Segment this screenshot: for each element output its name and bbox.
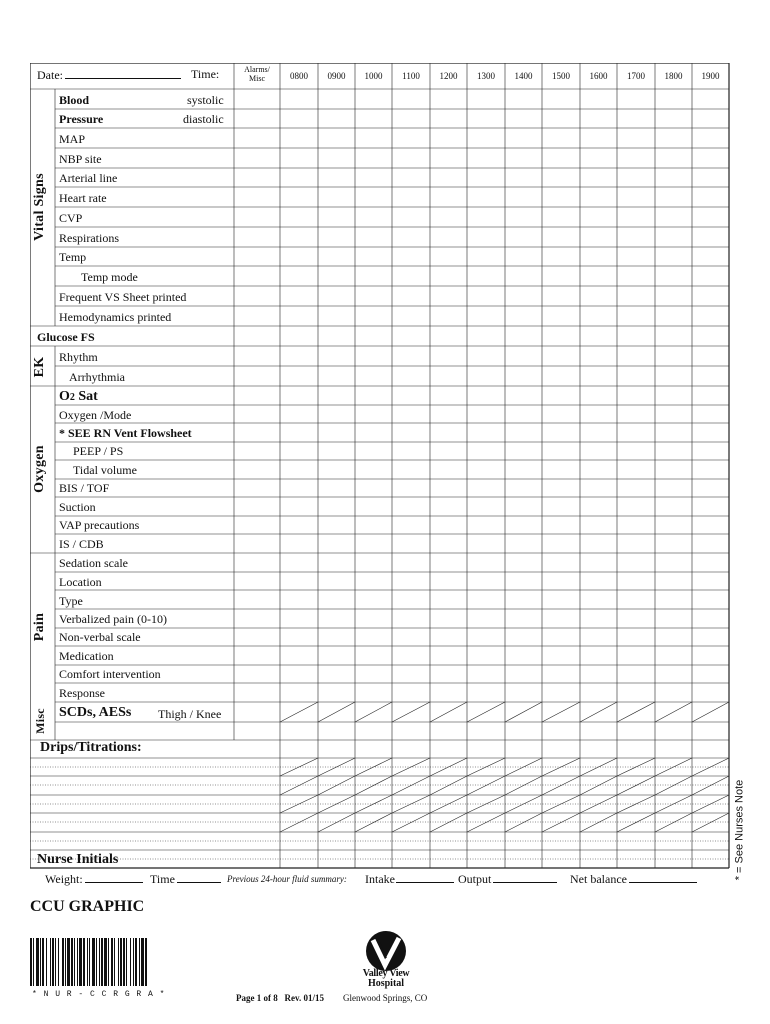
row-label-vap: VAP precautions — [59, 518, 140, 532]
hour-header-1300: 1300 — [477, 71, 495, 81]
barcode-bar — [135, 938, 137, 986]
barcode-bar — [126, 938, 127, 986]
barcode-bar — [42, 938, 44, 986]
row-label-nurse-initials: Nurse Initials — [37, 852, 119, 867]
o2-letter: O — [59, 389, 70, 404]
row-label-is-cdb: IS / CDB — [59, 537, 104, 551]
diagonal-slash — [692, 813, 729, 832]
barcode-bar — [58, 938, 59, 986]
barcode-bar — [71, 938, 73, 986]
diagonal-slash — [392, 776, 430, 795]
row-label-location: Location — [59, 575, 102, 589]
diagonal-slash — [617, 702, 655, 722]
date-label: Date: — [37, 68, 63, 82]
barcode-bar — [141, 938, 144, 986]
output-field[interactable] — [458, 872, 557, 885]
row-label-thigh-knee: Thigh / Knee — [158, 707, 222, 721]
hour-header-1000: 1000 — [364, 71, 383, 81]
barcode-bar — [145, 938, 147, 986]
barcode-bar — [36, 938, 39, 986]
diagonal-slash — [505, 813, 542, 832]
intake-input-line[interactable] — [396, 872, 454, 883]
diagonal-slash — [430, 702, 467, 722]
time-label: Time: — [191, 67, 220, 81]
barcode-bar — [62, 938, 64, 986]
hour-header-0900: 0900 — [327, 71, 346, 81]
diagonal-slash — [580, 813, 617, 832]
row-label-temp: Temp — [59, 250, 87, 264]
barcode-bar — [40, 938, 41, 986]
date-input-line[interactable] — [65, 68, 181, 79]
barcode-bar — [33, 938, 34, 986]
hour-header-0800: 0800 — [290, 71, 308, 81]
diagonal-slash — [655, 776, 692, 795]
diagonal-slash — [655, 702, 692, 722]
hour-header-1600: 1600 — [589, 71, 608, 81]
date-field[interactable] — [37, 68, 181, 81]
weight-time-field[interactable] — [150, 872, 221, 885]
hospital-logo-icon — [364, 929, 408, 973]
diagonal-slash — [467, 702, 505, 722]
alarms-misc-header — [236, 66, 278, 84]
hour-header-1900: 1900 — [701, 71, 720, 81]
row-label-medication: Medication — [59, 649, 114, 663]
see-nurses-note: * = See Nurses Note — [733, 779, 746, 881]
barcode-bar — [74, 938, 75, 986]
barcode-bar — [133, 938, 134, 986]
weight-input-line[interactable] — [85, 872, 143, 883]
weight-field[interactable] — [45, 872, 143, 885]
barcode-bar — [46, 938, 47, 986]
logo-line-1: Valley View — [362, 968, 410, 979]
barcode-bar — [55, 938, 56, 986]
row-label-oxygen-mode: Oxygen /Mode — [59, 408, 132, 422]
row-label-heart-rate: Heart rate — [59, 191, 107, 205]
section-misc: Misc — [33, 708, 47, 734]
barcode-text: * N U R - C C R G R A * — [32, 990, 166, 999]
row-label-systolic: systolic — [187, 93, 224, 107]
barcode-bar — [111, 938, 113, 986]
logo-line-2: Hospital — [367, 978, 405, 989]
page-info: Page 1 of 8 Rev. 01/15 — [236, 993, 324, 1003]
row-label-see-rn-vent: * SEE RN Vent Flowsheet — [59, 426, 192, 440]
barcode-bar — [104, 938, 107, 986]
hour-header-1200: 1200 — [439, 71, 458, 81]
net-balance-field[interactable] — [570, 872, 697, 885]
row-label-arterial-line: Arterial line — [59, 171, 118, 185]
row-label-rhythm: Rhythm — [59, 350, 98, 364]
row-label-nonverbal: Non-verbal scale — [59, 630, 141, 644]
net-balance-label: Net balance — [570, 872, 627, 886]
row-label-peep-ps: PEEP / PS — [73, 444, 124, 458]
section-pain: Pain — [32, 612, 47, 642]
diagonal-slash — [467, 776, 505, 795]
alarms-label: Alarms/ — [244, 65, 270, 74]
output-label: Output — [458, 872, 492, 886]
barcode-bar — [89, 938, 90, 986]
barcode-bar — [101, 938, 103, 986]
barcode-bar — [77, 938, 78, 986]
barcode-bar — [114, 938, 115, 986]
diagonal-slash — [280, 813, 318, 832]
row-label-temp-mode: Temp mode — [81, 270, 138, 284]
diagonal-slash — [692, 776, 729, 795]
diagonal-slash — [542, 813, 580, 832]
o2-sat-word: Sat — [74, 389, 98, 404]
diagonal-slash — [467, 813, 505, 832]
barcode-bar — [30, 938, 32, 986]
barcode-bar — [108, 938, 109, 986]
fluid-summary-label: Previous 24-hour fluid summary: — [227, 874, 347, 884]
row-label-comfort: Comfort intervention — [59, 667, 161, 681]
row-label-bis-tof: BIS / TOF — [59, 481, 110, 495]
hospital-city: Glenwood Springs, CO — [343, 993, 428, 1003]
row-label-diastolic: diastolic — [183, 112, 224, 126]
row-label-suction: Suction — [59, 500, 96, 514]
barcode-bar — [79, 938, 82, 986]
diagonal-slash — [318, 702, 355, 722]
row-label-blood: Blood — [59, 93, 90, 107]
row-label-tidal-volume: Tidal volume — [73, 463, 137, 477]
row-label-type: Type — [59, 594, 83, 608]
diagonal-slash — [318, 776, 355, 795]
diagonal-slash — [280, 776, 318, 795]
barcode-bar — [123, 938, 125, 986]
row-label-verbalized-pain: Verbalized pain (0-10) — [59, 612, 167, 626]
row-label-hemodynamics: Hemodynamics printed — [59, 310, 172, 324]
hour-header-1500: 1500 — [552, 71, 570, 81]
hour-header-1100: 1100 — [402, 71, 420, 81]
section-ek: EK — [32, 356, 47, 378]
row-label-sedation: Sedation scale — [59, 556, 128, 570]
barcode-bar — [139, 938, 140, 986]
barcode-bar — [92, 938, 95, 986]
row-label-arrhythmia: Arrhythmia — [69, 370, 125, 384]
diagonal-slash — [580, 776, 617, 795]
row-label-respirations: Respirations — [59, 231, 119, 245]
section-vital-signs: Vital Signs — [32, 173, 47, 241]
row-label-glucose-fs: Glucose FS — [37, 330, 95, 344]
row-label-nbp-site: NBP site — [59, 152, 102, 166]
barcode-bar — [65, 938, 66, 986]
hour-header-1800: 1800 — [664, 71, 683, 81]
barcode-graphic — [30, 938, 200, 986]
hour-header-1700: 1700 — [627, 71, 645, 81]
row-label-scds: SCDs, AESs — [59, 705, 132, 720]
net-balance-input-line[interactable] — [629, 872, 697, 883]
form-title: CCU GRAPHIC — [30, 898, 145, 915]
diagonal-slash — [617, 776, 655, 795]
diagonal-slash — [355, 813, 392, 832]
barcode-bar — [67, 938, 70, 986]
intake-field[interactable] — [365, 872, 454, 885]
weight-label: Weight: — [45, 872, 83, 886]
row-label-drips: Drips/Titrations: — [40, 740, 142, 755]
row-label-cvp: CVP — [59, 211, 83, 225]
diagonal-slash — [580, 702, 617, 722]
diagonal-slash — [692, 702, 729, 722]
row-label-map: MAP — [59, 132, 86, 146]
diagonal-slash — [505, 702, 542, 722]
barcode-bar — [130, 938, 131, 986]
diagonal-slash — [318, 795, 355, 813]
row-label-response: Response — [59, 686, 105, 700]
intake-label: Intake — [365, 872, 395, 886]
weight-time-input-line[interactable] — [177, 872, 221, 883]
diagonal-slash — [505, 776, 542, 795]
misc-label: Misc — [249, 73, 265, 83]
barcode-bar — [50, 938, 51, 986]
barcode-bar — [83, 938, 85, 986]
row-label-frequent-vs: Frequent VS Sheet printed — [59, 290, 187, 304]
output-input-line[interactable] — [493, 872, 557, 883]
diagonal-slash — [542, 702, 580, 722]
diagonal-slash — [318, 758, 355, 776]
diagonal-slash — [392, 813, 430, 832]
diagonal-slash — [542, 776, 580, 795]
o2-subscript: 2 — [69, 392, 75, 403]
weight-time-label: Time — [150, 872, 175, 886]
diagonal-slash — [318, 813, 355, 832]
hour-header-1400: 1400 — [514, 71, 533, 81]
diagonal-slash — [430, 776, 467, 795]
diagonal-slash — [617, 813, 655, 832]
diagonal-slash — [430, 813, 467, 832]
diagonal-slash — [655, 813, 692, 832]
diagonal-slash — [280, 702, 318, 722]
barcode-bar — [118, 938, 119, 986]
barcode-bar — [87, 938, 88, 986]
barcode-bar — [96, 938, 97, 986]
diagonal-slash — [355, 776, 392, 795]
barcode-bar — [120, 938, 122, 986]
barcode-bar — [99, 938, 100, 986]
barcode-bar — [52, 938, 54, 986]
row-label-o2-sat — [59, 390, 98, 404]
row-label-pressure: Pressure — [59, 112, 104, 126]
section-oxygen: Oxygen — [32, 445, 47, 493]
diagonal-slash — [355, 702, 392, 722]
diagonal-slash — [392, 702, 430, 722]
